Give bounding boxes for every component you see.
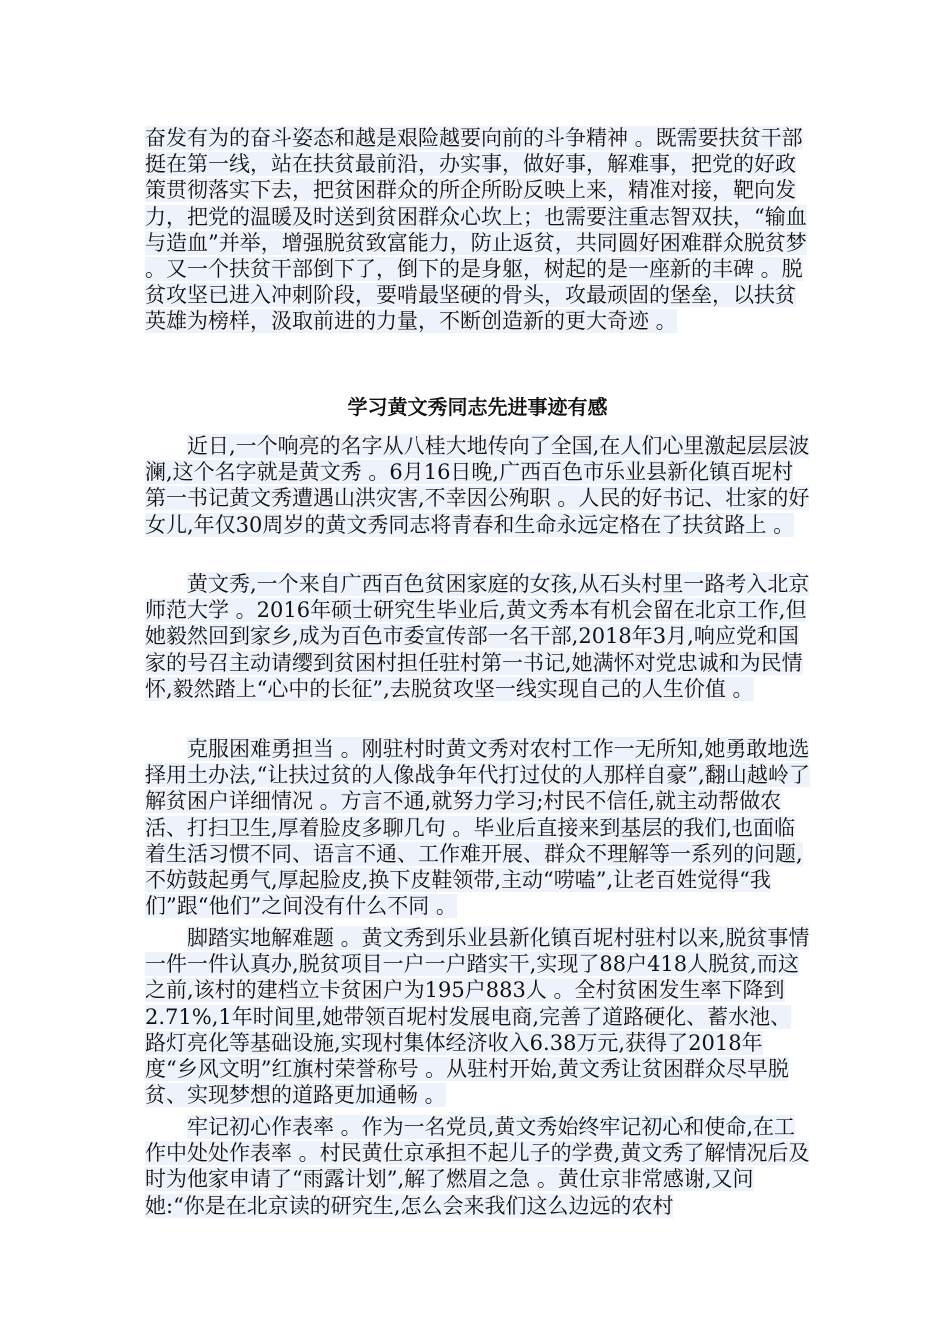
- paragraph-4-text: 脚踏实地解难题 。黄文秀到乐业县新化镇百坭村驻村以来,脱贫事情一件一件认真办,脱贫项目一户一户踏实干,实现了88户418人脱贫,而这之前,该村的建档立卡贫困户为195户883人 。全村贫困发生率下降到2.71%,1年时间里,她带领百坭村发展电商,完善了道路硬化、蓄水池、路灯亮化等基础设施,实现村集体经济收入6.38万元,获得了2018年度“乡风文明”红旗村荣誉称号 。从驻村开始,黄文秀让贫困群众尽早脱贫、实现梦想的道路更加通畅 。: [145, 926, 810, 1108]
- paragraph-2-text: 黄文秀,一个来自广西百色贫困家庭的女孩,从石头村里一路考入北京师范大学 。2016年硕士研究生毕业后,黄文秀本有机会留在北京工作,但她毅然回到家乡,成为百色市委宣传部一名干部,2018年3月,响应党和国家的号召主动请缨到贫困村担任驻村第一书记,她满怀对党忠诚和为民情怀,毅然踏上“心中的长征”,去脱贫攻坚一线实现自己的人生价值 。: [145, 572, 810, 701]
- intro-paragraph: [145, 125, 810, 335]
- article-title: 学习黄文秀同志先进事迹有感: [347, 395, 608, 419]
- paragraph-1: [145, 433, 810, 538]
- paragraph-5-text: 牢记初心作表率 。作为一名党员,黄文秀始终牢记初心和使命,在工作中处处作表率 。村民黄仕京承担不起儿子的学费,黄文秀了解情况后及时为他家申请了“雨露计划”,解了燃眉之急 。黄仕京非常感谢,又问她:“你是在北京读的研究生,怎么会来我们这么边远的农村: [145, 1115, 810, 1218]
- paragraph-4: [145, 925, 810, 1108]
- paragraph-3: [145, 736, 810, 919]
- paragraph-3-text: 克服困难勇担当 。刚驻村时黄文秀对农村工作一无所知,她勇敢地选择用土办法,“让扶过贫的人像战争年代打过仗的人那样自豪”,翻山越岭了解贫困户详细情况 。方言不通,就努力学习;村民不信任,就主动帮做农活、打扫卫生,厚着脸皮多聊几句 。毕业后直接来到基层的我们,也面临着生活习惯不同、语言不通、工作难开展、群众不理解等一系列的问题,不妨鼓起勇气,厚起脸皮,换下皮鞋领带,主动“唠嗑”,让老百姓觉得“我们”跟“他们”之间没有什么不同 。: [145, 737, 810, 919]
- paragraph-2: [145, 571, 810, 702]
- intro-paragraph-block: [145, 125, 810, 335]
- intro-paragraph-text: 奋发有为的奋斗姿态和越是艰险越要向前的斗争精神 。既需要扶贫干部挺在第一线，站在扶贫最前沿，办实事，做好事，解难事，把党的好政策贯彻落实下去，把贫困群众的所企所盼反映上来，精准对接，靶向发力，把党的温暖及时送到贫困群众心坎上；也需要注重志智双扶，“输血与造血”并举，增强脱贫致富能力，防止返贫，共同圆好困难群众脱贫梦 。又一个扶贫干部倒下了，倒下的是身躯，树起的是一座新的丰碑 。脱贫攻坚已进入冲刺阶段，要啃最坚硬的骨头，攻最顽固的堡垒，以扶贫英雄为榜样，汲取前进的力量，不断创造新的更大奇迹 。: [145, 126, 807, 334]
- paragraph-5: [145, 1114, 810, 1219]
- paragraph-1-text: 近日,一个响亮的名字从八桂大地传向了全国,在人们心里激起层层波澜,这个名字就是黄文秀 。6月16日晚,广西百色市乐业县新化镇百坭村第一书记黄文秀遭遇山洪灾害,不幸因公殉职 。人民的好书记、壮家的好女儿,年仅30周岁的黄文秀同志将青春和生命永远定格在了扶贫路上 。: [145, 434, 810, 537]
